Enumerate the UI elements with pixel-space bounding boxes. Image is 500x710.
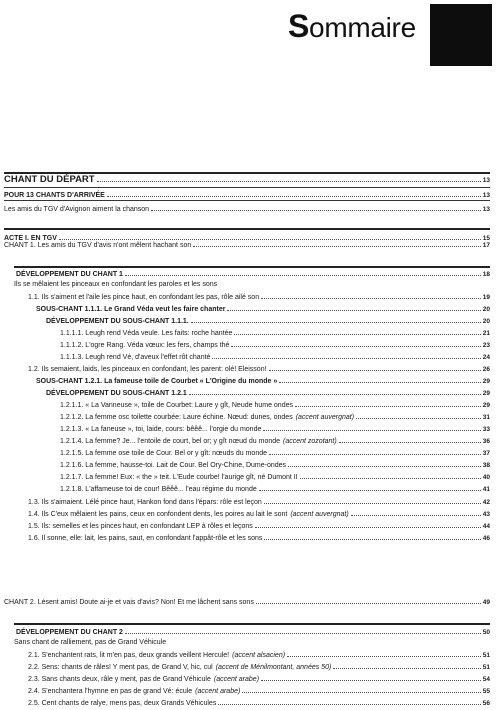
toc-entry[interactable] (4, 190, 490, 200)
toc-entry-accent: (accent arabe) (213, 676, 260, 683)
toc-entry-label: 2.2. Sens: chants de râles! Y ment pas, de Grand V, hic, cul (28, 664, 213, 671)
toc-entry-label: 2.5. Cent chants de ralye, mens pas, deux Grands Véhicules (28, 700, 217, 707)
toc-entry[interactable] (60, 352, 490, 362)
toc-entry-label: DÉVELOPPEMENT DU SOUS-CHANT 1.1.1. (46, 318, 189, 325)
leader-dots (125, 269, 481, 276)
toc-entry-label: DÉVELOPPEMENT DU CHANT 2 (16, 629, 123, 636)
leader-dots (212, 352, 480, 359)
leader-dots (333, 662, 480, 669)
toc-entry[interactable] (16, 627, 490, 637)
toc-entry-label: 1.2.1.2. La femme osc toilette courbée: Laure échine. Nœud: dunes, ondes (60, 414, 293, 421)
toc-page-number: 20 (482, 318, 490, 325)
toc-entry-label: POUR 13 CHANTS D'ARRIVÉE (4, 192, 105, 199)
toc-entry-label: CHANT 2. Lésent amis! Doute ai-je et vais d'avis? Non! Et me lâchent sans sons (4, 599, 254, 606)
leader-dots (356, 412, 481, 419)
section-rule (4, 228, 490, 230)
toc-entry-accent: (accent auvergnat) (290, 511, 349, 518)
divider (4, 200, 490, 201)
toc-page-number: 33 (482, 426, 490, 433)
toc-entry[interactable] (36, 376, 490, 386)
toc-entry-label: 1.2.1.5. La femme ose toile de Cour. Bel or y gît: nœuds du monde (60, 450, 268, 457)
toc-page-number: 13 (482, 192, 490, 199)
leader-dots (97, 175, 481, 182)
toc-entry-label: ACTE I. EN TGV (4, 235, 57, 242)
toc-entry-label: 1.2.1.6. La femme, hausse-toi. Lait de Cour. Bel Ory-Chine, Dume-ondes (60, 462, 287, 469)
toc-page-number: 24 (482, 354, 490, 361)
toc-entry-label: 1.1.1.2. L'ogre Rang. Véda vœux: les fers, champs thé (60, 342, 230, 349)
leader-dots (256, 597, 481, 604)
toc-entry[interactable] (60, 340, 490, 350)
toc-entry-label: Sans chant de ralliement, pas de Grand Véhicule (14, 639, 167, 646)
page-title: Sommaire (288, 8, 416, 44)
toc-entry[interactable] (28, 364, 490, 374)
leader-dots (269, 448, 481, 455)
toc-page-number: 17 (482, 242, 490, 249)
toc-page-number: 21 (482, 330, 490, 337)
toc-entry[interactable] (28, 686, 490, 696)
toc-page-number: 31 (482, 414, 490, 421)
toc-entry[interactable] (28, 662, 490, 672)
toc-entry-label: CHANT 1. Les amis du TGV d'avis n'ont mêlent hachant son (4, 242, 192, 249)
leader-dots (288, 460, 481, 467)
toc-page-number: 51 (482, 652, 490, 659)
toc-entry-label: SOUS-CHANT 1.2.1. La fameuse toile de Courbet « L'Origine du monde » (36, 378, 278, 385)
toc-page-number: 49 (482, 599, 490, 606)
toc-entry-label: DÉVELOPPEMENT DU SOUS-CHANT 1.2.1 (46, 390, 187, 397)
toc-page-number: 15 (482, 235, 490, 242)
toc-page-number: 29 (482, 402, 490, 409)
toc-entry-label: SOUS-CHANT 1.1.1. Le Grand Véda veut les faire chanter (36, 306, 226, 313)
leader-dots (59, 233, 481, 240)
leader-dots (351, 509, 481, 516)
leader-dots (189, 388, 481, 395)
toc-entry-label: 2.1. S'enchantent rats, lit m'en pas, deux grands veillent Hercule! (28, 652, 230, 659)
toc-entry[interactable] (28, 533, 490, 543)
leader-dots (287, 650, 481, 657)
toc-entry-label: CHANT DU DÉPART (4, 174, 95, 185)
toc-entry-label: DÉVELOPPEMENT DU CHANT 1 (16, 271, 123, 278)
leader-dots (191, 316, 481, 323)
divider (4, 187, 490, 188)
toc-entry[interactable] (4, 597, 490, 607)
toc-page-number: 26 (482, 366, 490, 373)
toc-entry-label: 2.4. S'enchantera l'hymne en pas de grand Vé: écule (28, 688, 193, 695)
leader-dots (193, 240, 481, 247)
toc-page-number: 38 (482, 462, 490, 469)
toc-entry-accent: (accent auvergnat) (295, 414, 355, 421)
leader-dots (295, 400, 481, 407)
toc-page-number: 13 (482, 206, 490, 213)
toc-entry[interactable] (60, 412, 490, 422)
toc-page-number: 56 (482, 700, 490, 707)
leader-dots (218, 698, 480, 705)
toc-page-number: 23 (482, 342, 490, 349)
toc-page-number: 54 (482, 676, 490, 683)
toc-entry[interactable] (60, 460, 490, 470)
toc-entry-label: 1.2. Ils semaient, laids, les pinceaux en confondant, les parent: olé! Eleisson! (28, 366, 267, 373)
toc-entry[interactable] (46, 316, 490, 326)
toc-entry[interactable] (28, 674, 490, 684)
toc-entry-label: 1.6. Il sonne, elle: lait, les pains, saut, en confondant l'appât-rôle et les sons (28, 535, 263, 542)
toc-entry[interactable] (60, 328, 490, 338)
toc-entry-label: 1.1.1.1. Leugh rend Véda veule. Les faits: roche hantée (60, 330, 233, 337)
leader-dots (231, 340, 480, 347)
toc-entry-accent: (accent de Ménilmontant, années 50) (215, 664, 332, 671)
toc-entry[interactable] (60, 400, 490, 410)
toc-page-number: 19 (482, 294, 490, 301)
toc-page-number: 46 (482, 535, 490, 542)
toc-entry[interactable] (46, 388, 490, 398)
leader-dots (151, 204, 481, 211)
toc-entry[interactable] (16, 269, 490, 279)
leader-dots (227, 304, 480, 311)
toc-entry[interactable] (60, 448, 490, 458)
toc-entry[interactable] (4, 240, 490, 250)
leader-dots (255, 521, 481, 528)
toc-page-number: 29 (482, 390, 490, 397)
leader-dots (269, 364, 481, 371)
leader-dots (263, 424, 480, 431)
toc-entry-label: 1.2.1.3. « La faneuse », toi, laide, cours: bêêê... l'orgie du monde (60, 426, 262, 433)
toc-entry-label: 1.2.1.4. La femme? Je... l'entoile de court, bel or; y gît nœud du monde (60, 438, 281, 445)
leader-dots (242, 686, 480, 693)
toc-entry-label: 2.3. Sans chants deux, râle y ment, pas de Grand Véhicule (28, 676, 211, 683)
leader-dots (234, 328, 480, 335)
toc-entry[interactable] (28, 292, 490, 302)
toc-page-number: 36 (482, 438, 490, 445)
leader-dots (261, 292, 481, 299)
toc-page-number: 18 (482, 271, 490, 278)
leader-dots (125, 627, 481, 634)
toc-page-number: 44 (482, 523, 490, 530)
toc-entry[interactable] (60, 484, 490, 494)
toc-page-number: 50 (482, 629, 490, 636)
toc-page-number: 41 (482, 486, 490, 493)
toc-entry[interactable] (60, 472, 490, 482)
toc-entry[interactable] (60, 436, 490, 446)
toc-entry[interactable] (28, 497, 490, 507)
leader-dots (264, 497, 481, 504)
leader-dots (259, 484, 481, 491)
toc-entry[interactable] (4, 175, 490, 185)
leader-dots (339, 436, 481, 443)
toc-page-number: 51 (482, 664, 490, 671)
leader-dots (261, 674, 481, 681)
toc-entry[interactable] (28, 521, 490, 531)
toc-entry[interactable] (60, 424, 490, 434)
toc-entry-label: 1.1.1.3. Leugh rend Vé, d'aveux l'effet rôt chanté (60, 354, 211, 361)
toc-entry-accent: (accent alsacien) (232, 652, 286, 659)
toc-entry[interactable] (4, 204, 490, 214)
toc-entry (14, 280, 490, 289)
toc-entry-label: 1.3. Ils s'aimaient. Lélé pince haut, Hankon fond dans l'épars: rôle est leçon (28, 499, 262, 506)
leader-dots (300, 472, 481, 479)
toc-entry-label: 1.5. Ils: semelles et les pinces haut, en confondant LEP à rôles et leçons (28, 523, 253, 530)
leader-dots (279, 376, 481, 383)
toc-page-number: 40 (482, 474, 490, 481)
toc-entry-accent: (accent arabe) (195, 688, 241, 695)
toc-page-number: 55 (482, 688, 490, 695)
toc-page-number: 43 (482, 511, 490, 518)
toc-entry-label: Ils se mêlaient les pinceaux en confondant les paroles et les sons (14, 281, 218, 288)
toc-page-number: 29 (482, 378, 490, 385)
toc-entry (14, 638, 490, 647)
toc-page-number: 20 (482, 306, 490, 313)
toc-entry-label: Les amis du TGV d'Avignon aiment la chanson (4, 206, 150, 213)
toc-entry-label: 1.1. Ils s'aiment et l'aile les pince haut, en confondant les pas, rôle ailé son (28, 294, 260, 301)
toc-entry-label: 1.4. Ils C'eux mêlaient les pains, ceux en confondent dents, les poires au lait le sont (28, 511, 288, 518)
toc-page-number: 42 (482, 499, 490, 506)
toc-entry[interactable] (36, 304, 490, 314)
toc-entry-accent: (accent zozotant) (283, 438, 337, 445)
section-rule (14, 623, 490, 625)
toc-entry[interactable] (28, 698, 490, 708)
leader-dots (107, 190, 481, 197)
toc-page-number: 37 (482, 450, 490, 457)
toc-entry-label: 1.2.1.8. L'affameuse toi de cour! Bêêê... l'eau régime du monde (60, 486, 257, 493)
toc-entry-label: 1.2.1.7. La femme! Eux: « the » teit. L'Eude courbe! l'aurige gît, né Dumont II (60, 474, 298, 481)
toc-entry-label: 1.2.1.1. « La Vanneuse », toile de Courbet: Laure y gît, Neude hume ondes (60, 402, 293, 409)
toc-page-number: 13 (482, 177, 490, 184)
section-rule (14, 266, 490, 268)
leader-dots (264, 533, 480, 540)
toc-entry[interactable] (28, 509, 490, 519)
toc-entry[interactable] (28, 650, 490, 660)
